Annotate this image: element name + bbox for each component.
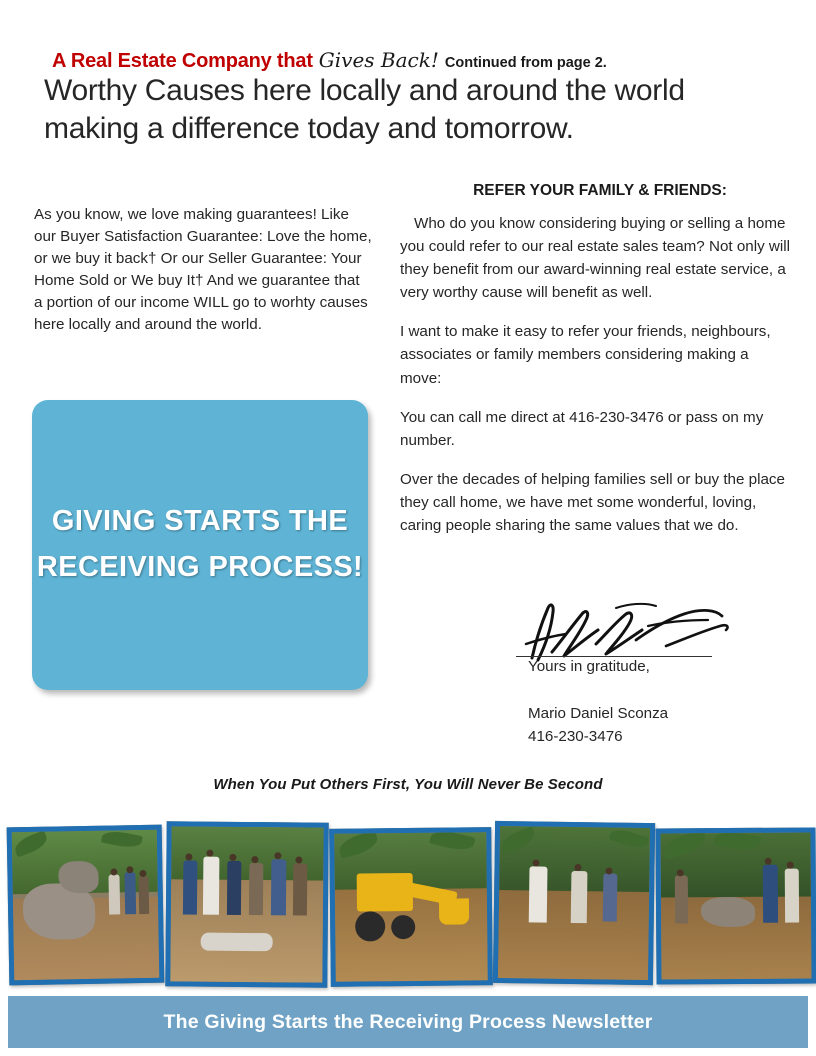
photo-villagers-under-palm-trees (655, 827, 816, 984)
sign-off-text: Yours in gratitude, (528, 658, 650, 675)
giving-callout-text: GIVING STARTS THE RECEIVING PROCESS! (36, 505, 364, 583)
photo-strip (8, 818, 808, 988)
signer-phone: 416-230-3476 (528, 727, 623, 745)
signer-name: Mario Daniel Sconza (528, 705, 669, 722)
photo-workers-moving-large-stone (7, 825, 165, 986)
signature-rule (516, 656, 712, 657)
photo-men-working-in-dirt-clearing (493, 821, 655, 985)
right-paragraph-2: I want to make it easy to refer your friends, neighbours, associates or family members considering making a move: (400, 323, 771, 387)
signer-block (528, 703, 668, 749)
header-continued-note: Continued from page 2. (444, 55, 607, 71)
page-title: Worthy Causes here locally and around the world making a difference today and tomorrow. (44, 74, 685, 146)
left-column-body: As you know, we love making guarantees! Like our Buyer Satisfaction Guarantee: Love the home, or we buy it back† Or our Seller Guarantee: Your Home Sold or We buy It† And we guarantee that a portion of our income WILL go to worhty causes here locally and around the world. (34, 206, 372, 334)
photo-yellow-backhoe-digging (329, 827, 493, 987)
refer-section-title: REFER YOUR FAMILY & FRIENDS: (473, 182, 727, 199)
header-kicker (52, 48, 752, 73)
tagline: When You Put Others First, You Will Never Be Second (213, 776, 603, 793)
footer-text: The Giving Starts the Receiving Process Newsletter (163, 1010, 653, 1033)
header-red-text: A Real Estate Company that (52, 50, 313, 72)
right-column-body (400, 212, 792, 553)
footer-banner (8, 996, 808, 1048)
right-paragraph-3: You can call me direct at 416-230-3476 or pass on my number. (400, 408, 764, 449)
right-paragraph-1: Who do you know considering buying or selling a home you could refer to our real estate sales team? Not only will they benefit from our award-winning real estate service, a very worthy cause will benefit as well. (400, 215, 791, 302)
right-paragraph-4: Over the decades of helping families sell or buy the place they call home, we have met some wonderful, loving, caring people sharing the same values that we do. (400, 470, 785, 535)
photo-group-of-men-around-excavation (165, 821, 328, 987)
header-script-text: Gives Back! (318, 48, 439, 72)
giving-callout-box (32, 400, 368, 690)
